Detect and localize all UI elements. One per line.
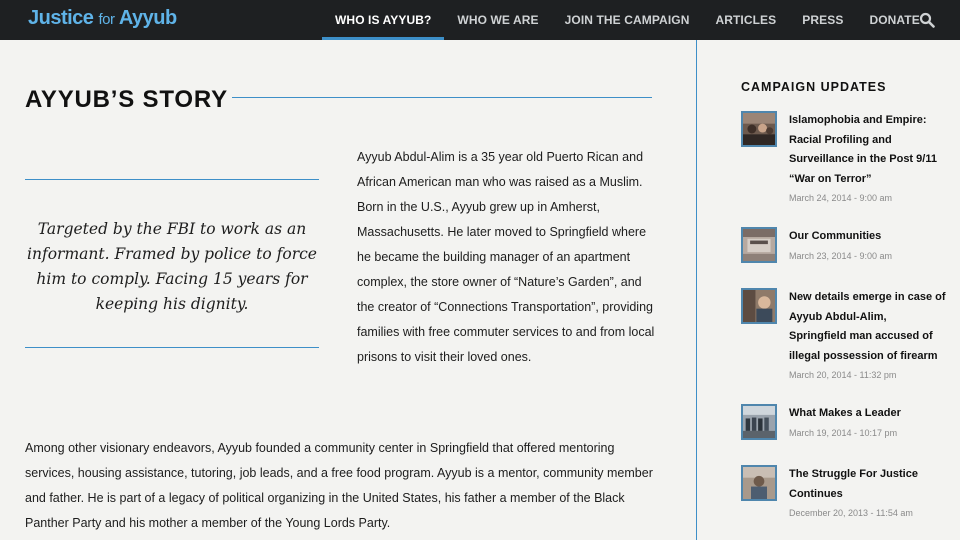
sidebar-divider: [696, 40, 697, 540]
article-content: [0, 40, 696, 540]
brand-word-for: for: [98, 11, 115, 28]
update-date: March 19, 2014 - 10:17 pm: [789, 427, 898, 438]
sidebar-title: CAMPAIGN UPDATES: [741, 80, 887, 94]
search-icon[interactable]: [919, 12, 935, 28]
nav-item-who-we-are[interactable]: WHO WE ARE: [457, 13, 539, 27]
pullquote-bottom-rule: [25, 347, 319, 348]
update-title[interactable]: Our Communities: [789, 230, 882, 242]
update-title[interactable]: The Struggle For Justice Continues: [789, 468, 918, 500]
nav-item-donate[interactable]: DONATE: [869, 13, 920, 27]
update-date: March 20, 2014 - 11:32 pm: [789, 370, 897, 380]
top-navigation-bar: [0, 0, 960, 40]
update-thumbnail[interactable]: [741, 404, 777, 440]
update-date: March 23, 2014 - 9:00 am: [789, 250, 893, 261]
title-divider: [232, 97, 652, 98]
nav-item-join-the-campaign[interactable]: JOIN THE CAMPAIGN: [564, 13, 690, 27]
update-title[interactable]: What Makes a Leader: [789, 407, 901, 419]
update-date: December 20, 2013 - 11:54 am: [789, 508, 913, 518]
update-title[interactable]: Islamophobia and Empire: Racial Profiling and Surveillance in the Post 9/11 “War on Terror”: [789, 114, 937, 185]
update-date: March 24, 2014 - 9:00 am: [789, 193, 893, 203]
update-thumbnail[interactable]: [741, 227, 777, 263]
body-paragraph: Among other visionary endeavors, Ayyub founded a community center in Springfield that offered mentoring services, housing assistance, tutoring, job leads, and a free food program. Ayyub is a mentor, community member and father. He is part of a legacy of political organizing in the United States, his father a member of the Black Panther Party and his mother a member of the Young Lords Party.: [25, 441, 653, 530]
site-logo[interactable]: [28, 7, 177, 30]
intro-paragraph: Ayyub Abdul-Alim is a 35 year old Puerto Rican and African American man who was raised as a Muslim. Born in the U.S., Ayyub grew up in Amherst, Massachusetts. He later moved to Springfield where he became the building manager of an apartment complex, the store owner of “Nature’s Garden”, and the creator of “Connections Transportation”, providing families with free commuter services to and from local prisons to visit their loved ones.: [357, 150, 655, 364]
pullquote-top-rule: [25, 179, 319, 180]
brand-word-ayyub: Ayyub: [118, 7, 177, 29]
update-thumbnail[interactable]: [741, 111, 777, 147]
update-thumbnail[interactable]: [741, 288, 777, 324]
page-title: AYYUB’S STORY: [25, 86, 228, 113]
update-thumbnail[interactable]: [741, 465, 777, 501]
brand-word-justice: Justice: [28, 7, 94, 29]
main-nav: [322, 0, 933, 40]
update-title[interactable]: New details emerge in case of Ayyub Abdul-Alim, Springfield man accused of illegal possession of firearm: [789, 291, 946, 362]
nav-item-press[interactable]: PRESS: [802, 13, 844, 27]
nav-item-who-is-ayyub[interactable]: WHO IS AYYUB?: [322, 0, 444, 40]
pullquote: Targeted by the FBI to work as an informant. Framed by police to force him to comply. Facing 15 years for keeping his dignity.: [27, 220, 317, 313]
title-row: [25, 86, 652, 118]
nav-item-articles[interactable]: ARTICLES: [715, 13, 777, 27]
